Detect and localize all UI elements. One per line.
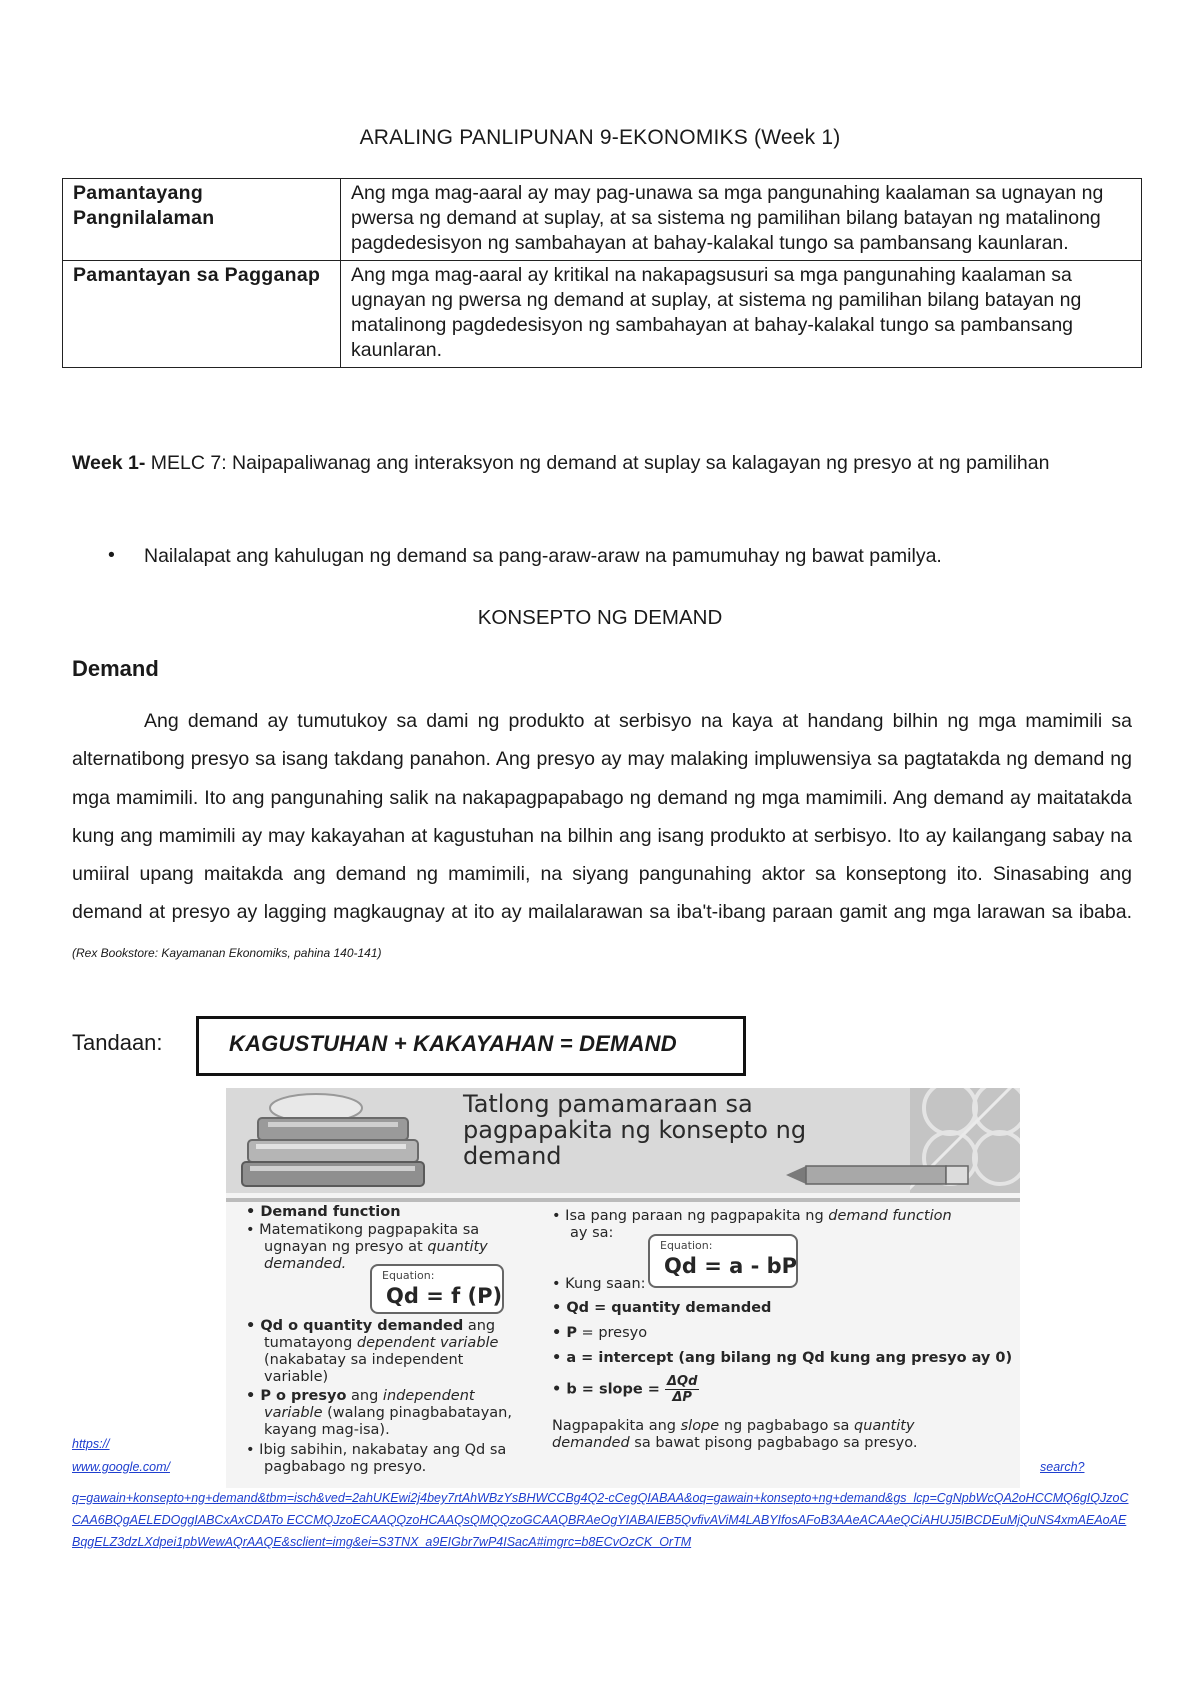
info-text: slope	[680, 1418, 720, 1434]
formula-text: KAGUSTUHAN + KAKAYAHAN = DEMAND	[229, 1031, 677, 1056]
source-link-part[interactable]: https://	[72, 1437, 110, 1451]
info-text: sa bawat pisong pagbabago sa presyo.	[629, 1435, 918, 1451]
info-text: • Qd o quantity demanded	[246, 1318, 464, 1334]
info-text: • P o presyo	[246, 1388, 347, 1404]
title-line: demand	[463, 1142, 562, 1170]
source-link-block	[72, 1487, 1132, 1553]
equation-caption: Equation:	[660, 1239, 713, 1252]
week-label: Week 1-	[72, 452, 146, 474]
info-text: Nagpapakita ang	[552, 1418, 681, 1434]
books-icon	[238, 1092, 448, 1192]
fraction-numerator: ΔQd	[666, 1374, 698, 1389]
table-row	[63, 261, 1142, 368]
info-line: • a = intercept (ang bilang ng Qd kung ang presyo ay 0)	[552, 1350, 1013, 1366]
right-column	[552, 1202, 1012, 1488]
equation: Qd = a - bP	[664, 1254, 798, 1278]
table-row	[63, 179, 1142, 261]
info-text: ang	[463, 1318, 496, 1334]
pencil-icon	[786, 1160, 976, 1190]
info-text: • b = slope =	[552, 1381, 665, 1398]
standard-text: Ang mga mag-aaral ay kritikal na nakapagsusuri sa mga pangunahing kaalaman sa ugnayan ng pwersa ng demand at suplay, at sistema ng pamilihan bilang batayan ng matalinong pagdedesisyon ng sambahayan at bahay-kalakal tungo sa pambansang kaunlaran.	[341, 261, 1142, 368]
source-link-rest[interactable]: q=gawain+konsepto+ng+demand&tbm=isch&ved=2ahUKEwi2j4bey7rtAhWBzYsBHWCCBg4Q2-cCegQIABAA&oq=gawain+konsepto+ng+demand&gs_lcp=CgNpbWcQA2oHCCMQ6gIQJzoCCAA6BQgAELEDOggIABCxAxCDATo ECCMQJzoECAAQQzoHCAAQsQMQQzoGCAAQBRAeOgYIABAIEB5QvfivAViM4LABYIfosAFoB3AAeACAAeQCiAHUJ5IBCDEuMjQuNS4xmAEAoAEBqgELZ3dzLXdpei1pbWewAQrAAQE&sclient=img&ei=S3TNX_a9EIGbr7wP4ISacA#imgrc=b8ECvOzCK_OrTM	[72, 1491, 1129, 1549]
melc-text: MELC 7: Naipapaliwanag ang interaksyon ng demand at suplay sa kalagayan ng presyo at ng pamilihan	[145, 452, 1050, 474]
melc-statement	[72, 444, 1132, 483]
citation: (Rex Bookstore: Kayamanan Ekonomiks, pahina 140-141)	[72, 945, 382, 960]
tandaan-label: Tandaan:	[72, 1030, 163, 1055]
info-line	[264, 1239, 488, 1256]
slope-fraction	[665, 1374, 699, 1405]
equation-box	[370, 1264, 504, 1314]
info-text: ugnayan ng presyo at	[264, 1239, 428, 1255]
subheading: Demand	[72, 656, 159, 681]
info-line: variable)	[264, 1369, 329, 1385]
source-link-part[interactable]: search?	[1040, 1460, 1085, 1474]
info-line: • Qd = quantity demanded	[552, 1300, 772, 1316]
info-line: pagbabago ng presyo.	[264, 1459, 427, 1475]
info-text: quantity	[427, 1239, 488, 1255]
equation-caption: Equation:	[382, 1269, 435, 1282]
info-line	[552, 1208, 952, 1225]
left-column	[246, 1202, 546, 1488]
standard-text: Ang mga mag-aaral ay may pag-unawa sa mga pangunahing kaalaman sa ugnayan ng pwersa ng demand at suplay, at sa sistema ng pamilihan bilang batayan ng matalinong pagdedesisyon ng sambahayan at bahay-kalakal tungo sa pambansang kaunlaran.	[341, 179, 1142, 261]
equation-box	[648, 1234, 798, 1288]
info-line	[552, 1374, 699, 1405]
paragraph-text: Ang demand ay tumutukoy sa dami ng produkto at serbisyo na kaya at handang bilhin ng mga mamimili sa alternatibong presyo sa isang takdang panahon. Ang presyo ay may malaking impluwensiya sa pagtatakda ng demand ng mga mamimili. Ito ang pangunahing salik na nakapagpapabago ng demand ng mga mamimili. Ang demand ay maitatakda kung ang mamimili ay may kakayahan at kagustuhan na bilhin ang isang produkto at serbisyo. Ito ay kailangang sabay na umiiral upang maitakda ang demand ng mamimili, na siyang pangunahing aktor sa konseptong ito. Sinasabing ang demand at presyo ay lagging magkaugnay at ito ay mailalarawan sa iba't-ibang paraan gamit ang mga larawan sa ibaba.	[72, 710, 1132, 924]
demand-infographic	[226, 1088, 1020, 1488]
info-text: dependent variable	[356, 1335, 499, 1351]
infographic-title	[463, 1091, 806, 1169]
info-text: tumatayong	[264, 1335, 357, 1351]
info-text: (walang pinagbabatayan,	[322, 1405, 512, 1421]
info-text: = presyo	[576, 1325, 648, 1341]
info-line	[264, 1405, 512, 1422]
info-line	[264, 1335, 498, 1352]
info-line	[552, 1435, 917, 1452]
objective-text: Nailalapat ang kahulugan ng demand sa pang-araw-araw na pamumuhay ng bawat pamilya.	[144, 545, 942, 567]
fraction-denominator: ΔP	[672, 1390, 692, 1405]
standards-table	[62, 178, 1142, 368]
standard-label: Pamantayan sa Pagganap	[63, 261, 341, 368]
info-text: ang	[346, 1388, 383, 1404]
info-line: kayang mag-isa).	[264, 1422, 390, 1438]
info-line: • Matematikong pagpapakita sa	[246, 1222, 480, 1238]
info-text: demanded	[552, 1435, 630, 1451]
info-text: quantity	[854, 1418, 915, 1434]
info-text: demand function	[828, 1208, 952, 1224]
document-title: ARALING PANLIPUNAN 9-EKONOMIKS (Week 1)	[359, 126, 841, 149]
info-line: ay sa:	[570, 1225, 614, 1241]
standard-label: Pamantayang Pangnilalaman	[63, 179, 341, 261]
info-line: (nakabatay sa independent	[264, 1352, 464, 1368]
section-title: KONSEPTO NG DEMAND	[477, 606, 723, 629]
info-line: demanded.	[264, 1256, 347, 1272]
info-text: variable	[264, 1405, 323, 1421]
info-text: • Isa pang paraan ng pagpapakita ng	[552, 1208, 829, 1224]
info-line	[246, 1388, 475, 1405]
info-line: • Kung saan:	[552, 1276, 646, 1292]
title-line: Tatlong pamamaraan sa	[463, 1090, 753, 1118]
info-line: • Demand function	[246, 1204, 401, 1220]
formula-box	[196, 1016, 746, 1076]
info-text: • P	[552, 1325, 577, 1341]
info-line: • Ibig sabihin, nakabatay ang Qd sa	[246, 1442, 507, 1458]
info-text: ng pagbabago sa	[719, 1418, 855, 1434]
equation: Qd = f (P)	[386, 1284, 503, 1308]
title-line: pagpapakita ng konsepto ng	[463, 1116, 807, 1144]
source-link-part[interactable]: www.google.com/	[72, 1460, 170, 1474]
info-line	[246, 1318, 495, 1335]
info-line	[552, 1418, 915, 1435]
info-text: independent	[382, 1388, 475, 1404]
body-paragraph	[72, 702, 1132, 970]
bullet-icon: •	[108, 544, 115, 566]
info-line	[552, 1325, 647, 1342]
